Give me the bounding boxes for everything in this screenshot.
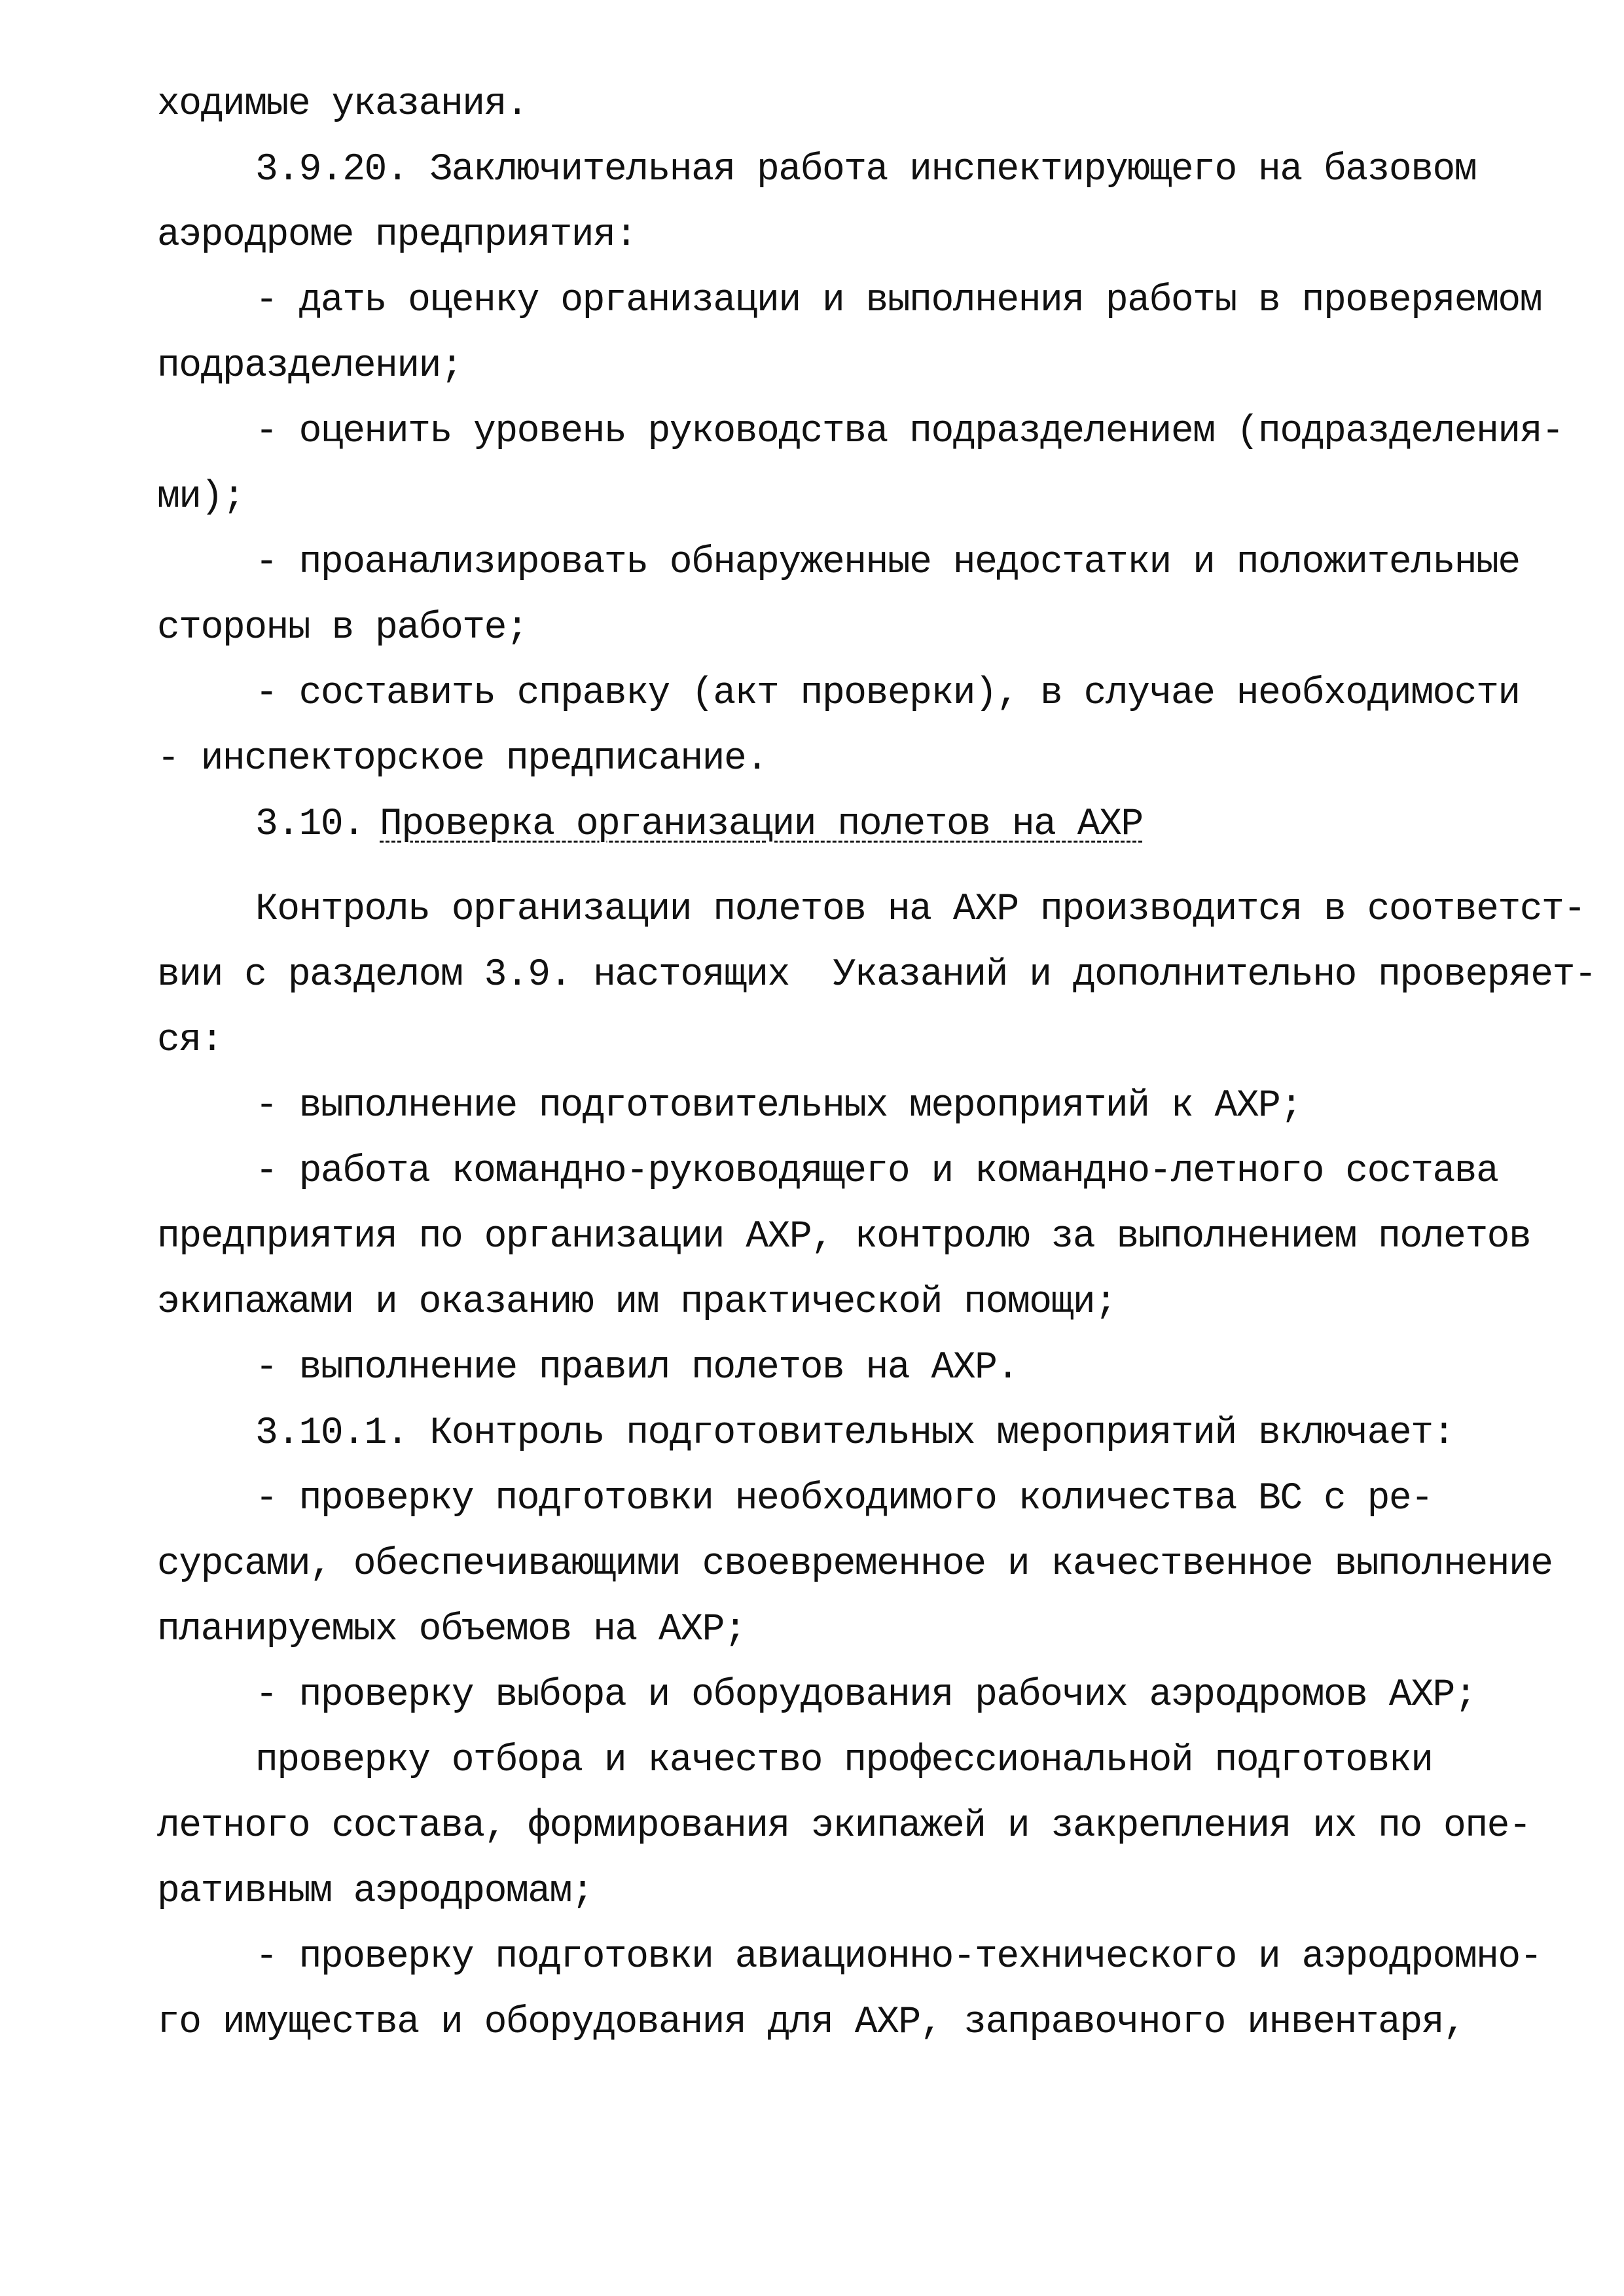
section-3-10-1-heading: 3.10.1. Контроль подготовительных мероприятий включает:	[255, 1412, 1454, 1455]
list-item: - проверку выбора и оборудования рабочих аэродромов АХР;	[255, 1674, 1477, 1717]
text-line: ся:	[157, 1019, 223, 1062]
text-line: ративным аэродромам;	[157, 1870, 594, 1913]
text-line: Контроль организации полетов на АХР производится в соответст-	[255, 888, 1585, 931]
section-3-10-title: Проверка организации полетов на АХР	[380, 803, 1143, 846]
list-item: - проверку подготовки авиационно-технического и аэродромно-	[255, 1936, 1542, 1978]
list-item: - выполнение подготовительных мероприятий к АХР;	[255, 1085, 1302, 1127]
list-item: - составить справку (акт проверки), в случае необходимости	[255, 672, 1520, 715]
list-item: - оценить уровень руководства подразделением (подразделения-	[255, 410, 1564, 453]
text-line: вии с разделом 3.9. настоящих Указаний и дополнительно проверяет-	[157, 954, 1597, 996]
list-item: - работа командно-руководящего и командно-летного состава	[255, 1150, 1498, 1193]
list-item: - выполнение правил полетов на АХР.	[255, 1347, 1019, 1389]
text-line: предприятия по организации АХР, контролю за выполнением полетов	[157, 1216, 1531, 1258]
list-item: - проверку подготовки необходимого количества ВС с ре-	[255, 1478, 1433, 1520]
list-item: - дать оценку организации и выполнения работы в проверяемом	[255, 280, 1542, 322]
text-line: стороны в работе;	[157, 607, 528, 649]
section-3-10-number: 3.10.	[255, 803, 365, 846]
text-line: летного состава, формирования экипажей и закрепления их по опе-	[157, 1805, 1531, 1848]
list-item: проверку отбора и качество профессиональной подготовки	[255, 1740, 1433, 1782]
text-line: сурсами, обеспечивающими своевременное и качественное выполнение	[157, 1543, 1553, 1586]
text-line: ходимые указания.	[157, 83, 528, 126]
text-line: аэродроме предприятия:	[157, 214, 637, 257]
text-line: го имущества и оборудования для АХР, заправочного инвентаря,	[157, 2001, 1466, 2044]
section-3-9-20-heading: 3.9.20. Заключительная работа инспектирующего на базовом	[255, 149, 1477, 191]
list-item: - проанализировать обнаруженные недостатки и положительные	[255, 541, 1520, 584]
text-line: подразделении;	[157, 345, 463, 388]
text-line: планируемых объемов на АХР;	[157, 1609, 746, 1651]
text-line: ми);	[157, 476, 245, 519]
text-line: - инспекторское предписание.	[157, 738, 768, 780]
text-line: экипажами и оказанию им практической помощи;	[157, 1281, 1117, 1324]
